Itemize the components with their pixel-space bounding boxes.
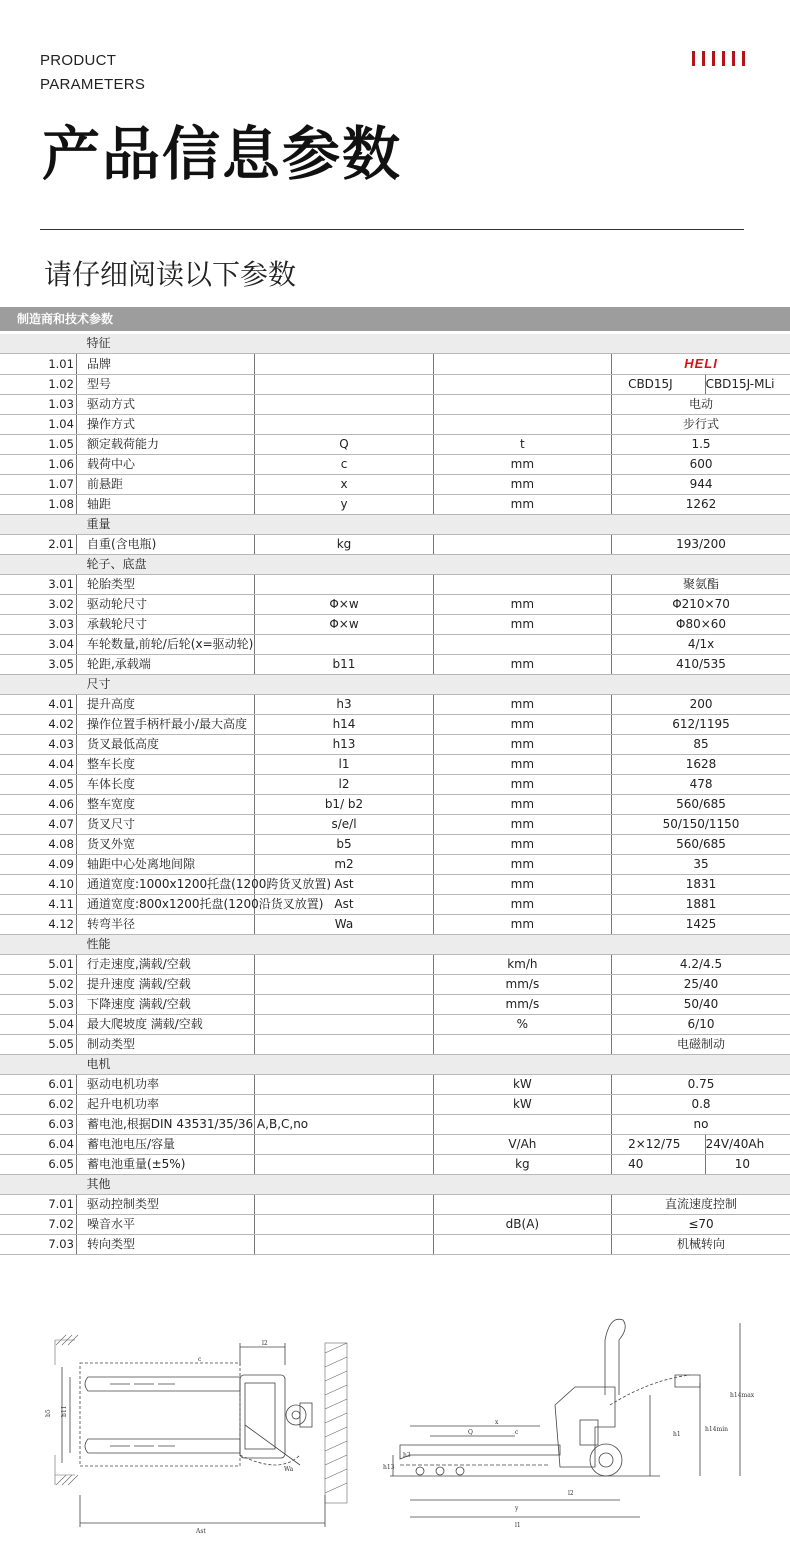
- table-row: [0, 655, 790, 675]
- row-label: 承载轮尺寸: [76, 615, 254, 635]
- label-h13: h13: [383, 1464, 395, 1471]
- row-number: 4.10: [0, 875, 76, 895]
- row-value: 4/1x: [612, 635, 790, 655]
- row-number: 4.01: [0, 695, 76, 715]
- row-number: 1.03: [0, 395, 76, 415]
- row-unit: kW: [433, 1075, 611, 1095]
- row-unit: mm: [433, 615, 611, 635]
- row-symbol: [255, 955, 433, 975]
- top-view-drawing: [55, 1335, 347, 1543]
- row-symbol: [255, 395, 433, 415]
- row-label: 货叉外宽: [76, 835, 254, 855]
- table-row: [0, 475, 790, 495]
- row-label: 制动类型: [76, 1035, 254, 1055]
- label-h1: h1: [673, 1431, 681, 1438]
- table-row: [0, 395, 790, 415]
- row-label: 噪音水平: [76, 1215, 254, 1235]
- table-row: [0, 595, 790, 615]
- table-row: [0, 755, 790, 775]
- row-symbol: [255, 1015, 433, 1035]
- row-label: 行走速度,满载/空载: [76, 955, 254, 975]
- row-number: 2.01: [0, 535, 76, 555]
- row-label: 起升电机功率: [76, 1095, 254, 1115]
- table-row: [0, 375, 790, 395]
- row-symbol: b11: [255, 655, 433, 675]
- row-label: 整车长度: [76, 755, 254, 775]
- row-unit: mm: [433, 755, 611, 775]
- row-number: 7.02: [0, 1215, 76, 1235]
- row-value: 电动: [612, 395, 790, 415]
- row-symbol: c: [255, 455, 433, 475]
- row-label: 车轮数量,前轮/后轮(x=驱动轮): [76, 635, 254, 655]
- table-row: [0, 455, 790, 475]
- row-unit: mm: [433, 655, 611, 675]
- label-l2: l2: [262, 1340, 268, 1347]
- row-value: 600: [612, 455, 790, 475]
- row-number: 1.04: [0, 415, 76, 435]
- row-value: Φ80×60: [612, 615, 790, 635]
- row-symbol: s/e/l: [255, 815, 433, 835]
- row-number: 1.08: [0, 495, 76, 515]
- section-title: 尺寸: [76, 675, 790, 695]
- row-value: 1425: [612, 915, 790, 935]
- table-row: [0, 1035, 790, 1055]
- row-symbol: l1: [255, 755, 433, 775]
- row-value: ≤70: [612, 1215, 790, 1235]
- table-row: [0, 1095, 790, 1115]
- section-title: 电机: [76, 1055, 790, 1075]
- section-row: [0, 675, 790, 695]
- row-value: 35: [612, 855, 790, 875]
- table-row: [0, 1115, 790, 1135]
- row-unit: mm: [433, 855, 611, 875]
- row-value: 1831: [612, 875, 790, 895]
- table-row: [0, 895, 790, 915]
- label-b11: b11: [61, 1405, 68, 1417]
- row-label: 提升高度: [76, 695, 254, 715]
- top-view-labels: [45, 1340, 294, 1535]
- row-label: 蓄电池,根据DIN 43531/35/36 A,B,C,no: [76, 1115, 254, 1135]
- row-unit: [433, 354, 611, 375]
- row-value: 1881: [612, 895, 790, 915]
- table-row: [0, 695, 790, 715]
- row-unit: mm/s: [433, 975, 611, 995]
- row-label: 操作方式: [76, 415, 254, 435]
- row-symbol: Φ×w: [255, 615, 433, 635]
- row-value-right: 24V/40Ah: [705, 1135, 790, 1154]
- row-value: 聚氨酯: [612, 575, 790, 595]
- row-unit: mm: [433, 695, 611, 715]
- row-value: 560/685: [612, 795, 790, 815]
- table-row: [0, 1235, 790, 1255]
- row-symbol: h13: [255, 735, 433, 755]
- row-value: 478: [612, 775, 790, 795]
- row-label: 前悬距: [76, 475, 254, 495]
- row-value: 4.2/4.5: [612, 955, 790, 975]
- row-value-left: 2×12/75: [628, 1137, 681, 1151]
- row-symbol: [255, 1135, 433, 1155]
- table-row: [0, 1135, 790, 1155]
- row-unit: mm: [433, 455, 611, 475]
- row-symbol: x: [255, 475, 433, 495]
- table-row: [0, 1195, 790, 1215]
- row-value: Φ210×70: [612, 595, 790, 615]
- row-label: 驱动电机功率: [76, 1075, 254, 1095]
- row-value-split: [612, 375, 790, 395]
- row-label: 下降速度 满载/空载: [76, 995, 254, 1015]
- row-value-right: 10: [705, 1155, 790, 1174]
- row-number: 4.03: [0, 735, 76, 755]
- row-symbol: Ast: [255, 895, 433, 915]
- section-row: [0, 1175, 790, 1195]
- row-number: 3.02: [0, 595, 76, 615]
- row-number: 5.01: [0, 955, 76, 975]
- row-unit: mm: [433, 715, 611, 735]
- row-value-split: [612, 1155, 790, 1175]
- row-number: 7.01: [0, 1195, 76, 1215]
- row-symbol: [255, 995, 433, 1015]
- row-unit: [433, 1035, 611, 1055]
- section-row: [0, 1055, 790, 1075]
- row-label: 额定载荷能力: [76, 435, 254, 455]
- row-label: 提升速度 满载/空载: [76, 975, 254, 995]
- section-row: [0, 334, 790, 354]
- row-number: 3.03: [0, 615, 76, 635]
- header-en-line1: PRODUCT: [40, 52, 117, 69]
- table-row: [0, 435, 790, 455]
- row-symbol: [255, 1195, 433, 1215]
- row-symbol: b1/ b2: [255, 795, 433, 815]
- table-row: [0, 875, 790, 895]
- table-row: [0, 795, 790, 815]
- row-value: 193/200: [612, 535, 790, 555]
- brand-logo-cell: [612, 354, 790, 375]
- row-unit: dB(A): [433, 1215, 611, 1235]
- row-value: 0.8: [612, 1095, 790, 1115]
- side-view-drawing: [390, 1319, 740, 1517]
- row-unit: [433, 415, 611, 435]
- row-value: 机械转向: [612, 1235, 790, 1255]
- row-number: 4.12: [0, 915, 76, 935]
- table-row: [0, 855, 790, 875]
- label-wa: Wa: [284, 1466, 294, 1473]
- label-h14min: h14min: [705, 1426, 728, 1433]
- row-number: 4.06: [0, 795, 76, 815]
- accent-bars-icon: [692, 51, 745, 66]
- table-row: [0, 775, 790, 795]
- row-symbol: kg: [255, 535, 433, 555]
- table-row: [0, 354, 790, 375]
- row-symbol: [255, 1075, 433, 1095]
- row-unit: mm/s: [433, 995, 611, 1015]
- label-c-side: c: [515, 1429, 519, 1436]
- row-unit: [433, 1195, 611, 1215]
- row-unit: mm: [433, 495, 611, 515]
- label-h3: h3: [403, 1452, 411, 1459]
- row-unit: mm: [433, 735, 611, 755]
- table-row: [0, 1215, 790, 1235]
- row-unit: t: [433, 435, 611, 455]
- row-symbol: [255, 1215, 433, 1235]
- row-value: 25/40: [612, 975, 790, 995]
- row-symbol: Φ×w: [255, 595, 433, 615]
- row-label: 通道宽度:1000x1200托盘(1200跨货叉放置): [76, 875, 254, 895]
- row-unit: kW: [433, 1095, 611, 1115]
- row-value: no: [612, 1115, 790, 1135]
- row-value: 直流速度控制: [612, 1195, 790, 1215]
- table-row: [0, 995, 790, 1015]
- row-symbol: [255, 1155, 433, 1175]
- row-label: 自重(含电瓶): [76, 535, 254, 555]
- row-symbol: m2: [255, 855, 433, 875]
- row-value: 1.5: [612, 435, 790, 455]
- label-x: x: [495, 1419, 499, 1426]
- section-title: 重量: [76, 515, 790, 535]
- row-label: 轴距中心处离地间隙: [76, 855, 254, 875]
- row-label: 驱动控制类型: [76, 1195, 254, 1215]
- row-label: 操作位置手柄杆最小/最大高度: [76, 715, 254, 735]
- row-number: 4.07: [0, 815, 76, 835]
- row-unit: [433, 375, 611, 395]
- row-number: 4.02: [0, 715, 76, 735]
- row-number: 5.03: [0, 995, 76, 1015]
- row-number: 7.03: [0, 1235, 76, 1255]
- row-unit: mm: [433, 815, 611, 835]
- row-symbol: Ast: [255, 875, 433, 895]
- heli-logo: HELI: [684, 356, 718, 371]
- section-row: [0, 935, 790, 955]
- row-value-left: 40: [628, 1157, 644, 1171]
- row-unit: [433, 1235, 611, 1255]
- row-number: 6.04: [0, 1135, 76, 1155]
- table-row: [0, 975, 790, 995]
- table-row: [0, 615, 790, 635]
- section-title: 轮子、底盘: [76, 555, 790, 575]
- row-value-right: CBD15J-MLi: [705, 375, 790, 394]
- row-label: 轮胎类型: [76, 575, 254, 595]
- header-en: [40, 49, 145, 97]
- section-title: 性能: [76, 935, 790, 955]
- page-subtitle: 请仔细阅读以下参数: [44, 258, 297, 291]
- row-number: 3.04: [0, 635, 76, 655]
- table-row: [0, 535, 790, 555]
- row-value-split: [612, 1135, 790, 1155]
- row-value: 电磁制动: [612, 1035, 790, 1055]
- header-en-line2: PARAMETERS: [40, 76, 146, 93]
- row-symbol: b5: [255, 835, 433, 855]
- row-value: 50/150/1150: [612, 815, 790, 835]
- row-label: 驱动轮尺寸: [76, 595, 254, 615]
- table-row: [0, 1155, 790, 1175]
- row-number: 1.01: [0, 354, 76, 375]
- side-view-labels: [383, 1392, 755, 1529]
- table-row: [0, 735, 790, 755]
- table-row: [0, 835, 790, 855]
- table-row: [0, 415, 790, 435]
- row-unit: mm: [433, 475, 611, 495]
- row-unit: %: [433, 1015, 611, 1035]
- row-number: 4.11: [0, 895, 76, 915]
- row-number: 5.05: [0, 1035, 76, 1055]
- section-row: [0, 555, 790, 575]
- label-b5: b5: [45, 1409, 52, 1417]
- label-l1: l1: [515, 1522, 521, 1529]
- row-label: 整车宽度: [76, 795, 254, 815]
- row-number: 6.02: [0, 1095, 76, 1115]
- row-label: 转弯半径: [76, 915, 254, 935]
- row-unit: mm: [433, 895, 611, 915]
- row-unit: [433, 575, 611, 595]
- row-unit: mm: [433, 775, 611, 795]
- label-c: c: [198, 1356, 202, 1363]
- label-ast: Ast: [196, 1528, 206, 1535]
- row-label: 车体长度: [76, 775, 254, 795]
- row-label: 蓄电池电压/容量: [76, 1135, 254, 1155]
- row-value: 85: [612, 735, 790, 755]
- row-value: 560/685: [612, 835, 790, 855]
- row-value: 612/1195: [612, 715, 790, 735]
- row-symbol: [255, 575, 433, 595]
- row-value: 1628: [612, 755, 790, 775]
- row-label: 轮距,承载端: [76, 655, 254, 675]
- row-value: 50/40: [612, 995, 790, 1015]
- row-label: 驱动方式: [76, 395, 254, 415]
- row-number: 6.05: [0, 1155, 76, 1175]
- row-value: 0.75: [612, 1075, 790, 1095]
- row-number: 4.04: [0, 755, 76, 775]
- truck-dimension-diagram: [0, 1305, 790, 1543]
- row-symbol: [255, 415, 433, 435]
- table-row: [0, 1075, 790, 1095]
- table-row: [0, 715, 790, 735]
- table-heading-text: 制造商和技术参数: [17, 312, 114, 326]
- table-row: [0, 815, 790, 835]
- row-label: 转向类型: [76, 1235, 254, 1255]
- row-value: 步行式: [612, 415, 790, 435]
- row-label: 型号: [76, 375, 254, 395]
- spec-table: [0, 334, 790, 1255]
- row-symbol: [255, 1235, 433, 1255]
- row-label: 品牌: [76, 354, 254, 375]
- row-value: 1262: [612, 495, 790, 515]
- row-number: 4.09: [0, 855, 76, 875]
- row-value-left: CBD15J: [628, 377, 673, 391]
- row-number: 4.08: [0, 835, 76, 855]
- row-value: 410/535: [612, 655, 790, 675]
- section-title: 其他: [76, 1175, 790, 1195]
- row-unit: V/Ah: [433, 1135, 611, 1155]
- table-row: [0, 635, 790, 655]
- row-unit: [433, 395, 611, 415]
- row-symbol: h14: [255, 715, 433, 735]
- table-row: [0, 1015, 790, 1035]
- row-symbol: [255, 975, 433, 995]
- row-number: 1.05: [0, 435, 76, 455]
- row-unit: kg: [433, 1155, 611, 1175]
- row-unit: mm: [433, 595, 611, 615]
- row-symbol: [255, 354, 433, 375]
- row-label: 货叉尺寸: [76, 815, 254, 835]
- row-number: 5.04: [0, 1015, 76, 1035]
- row-symbol: [255, 1095, 433, 1115]
- row-number: 1.07: [0, 475, 76, 495]
- row-symbol: [255, 635, 433, 655]
- label-l2-side: l2: [568, 1490, 574, 1497]
- row-number: 1.02: [0, 375, 76, 395]
- row-label: 货叉最低高度: [76, 735, 254, 755]
- row-unit: mm: [433, 875, 611, 895]
- row-unit: mm: [433, 795, 611, 815]
- row-number: 6.01: [0, 1075, 76, 1095]
- row-number: 5.02: [0, 975, 76, 995]
- table-row: [0, 955, 790, 975]
- label-y: y: [515, 1505, 519, 1512]
- row-number: 1.06: [0, 455, 76, 475]
- section-row: [0, 515, 790, 535]
- row-label: 蓄电池重量(±5%): [76, 1155, 254, 1175]
- row-value: 200: [612, 695, 790, 715]
- row-unit: mm: [433, 915, 611, 935]
- row-unit: [433, 535, 611, 555]
- table-row: [0, 495, 790, 515]
- row-label: 轴距: [76, 495, 254, 515]
- row-symbol: y: [255, 495, 433, 515]
- table-heading: [0, 307, 790, 331]
- row-symbol: [255, 375, 433, 395]
- row-unit: [433, 635, 611, 655]
- table-row: [0, 575, 790, 595]
- label-h14max: h14max: [730, 1392, 755, 1399]
- row-label: 最大爬坡度 满载/空载: [76, 1015, 254, 1035]
- row-symbol: h3: [255, 695, 433, 715]
- row-value: 944: [612, 475, 790, 495]
- row-number: 3.05: [0, 655, 76, 675]
- row-unit: mm: [433, 835, 611, 855]
- table-row: [0, 915, 790, 935]
- row-symbol: Q: [255, 435, 433, 455]
- row-number: 4.05: [0, 775, 76, 795]
- row-number: 3.01: [0, 575, 76, 595]
- row-symbol: Wa: [255, 915, 433, 935]
- section-title: 特征: [76, 334, 790, 354]
- row-label: 通道宽度:800x1200托盘(1200沿货叉放置): [76, 895, 254, 915]
- row-number: 6.03: [0, 1115, 76, 1135]
- row-unit: [433, 1115, 611, 1135]
- page-title: 产品信息参数: [42, 120, 403, 188]
- row-symbol: [255, 1035, 433, 1055]
- row-unit: km/h: [433, 955, 611, 975]
- row-label: 载荷中心: [76, 455, 254, 475]
- row-value: 6/10: [612, 1015, 790, 1035]
- label-q: Q: [468, 1429, 473, 1436]
- row-symbol: l2: [255, 775, 433, 795]
- divider: [40, 229, 744, 230]
